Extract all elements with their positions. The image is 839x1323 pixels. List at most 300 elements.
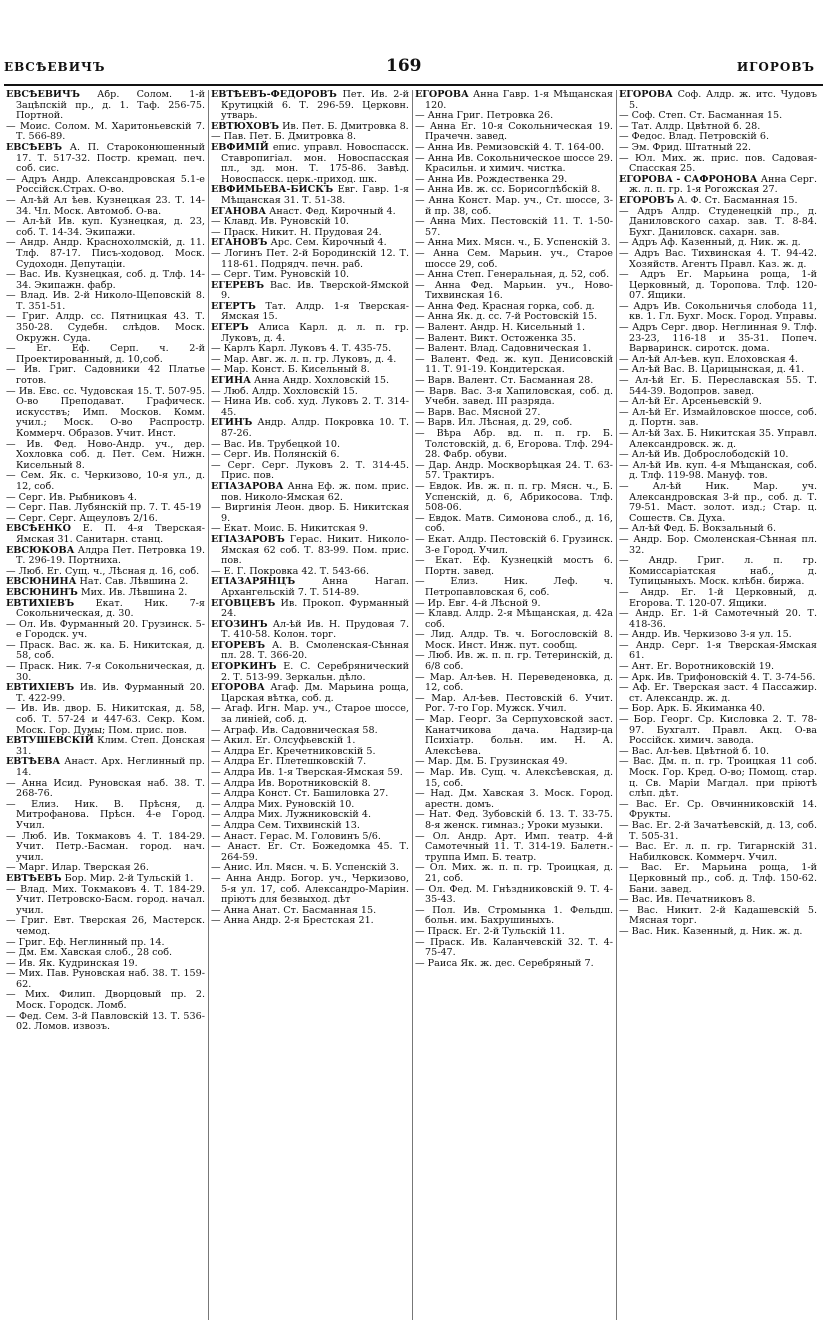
directory-columns [4,90,822,1320]
directory-entry [619,641,817,662]
entry-text: Анна Еф. ж. пом. прис. пов. Николо-Ямская 62. [221,480,409,503]
directory-entry [415,535,613,556]
directory-entry [211,535,409,567]
directory-entry [619,863,817,895]
directory-entry [415,429,613,461]
page-number: 169 [386,56,422,76]
entry-text: Тат. Алдр. 1-я Тверская-Ямская 15. [221,300,409,323]
directory-entry [619,482,817,524]
entry-surname: ЕГОВЦЕВЪ [211,597,276,609]
entry-text: — Анна Анат. Ст. Басманная 15. [211,904,377,916]
entry-text: — Мар. Конст. Б. Кисельный 8. [211,364,370,376]
entry-text: — Дар. Андр. Москворѣцкая 24. Т. 63-57. Трактиръ. [415,459,613,482]
directory-entry [415,832,613,864]
entry-surname: ЕВТѢЕВЪ-ФЕДОРОВЪ [211,90,337,100]
entry-text: — Дм. Ем. Хавская слоб., 28 соб. [6,947,173,959]
entry-text: — Андр. Ег. 1-й Самотечный 20. Т. 418-36. [619,608,817,630]
entry-text: — Алдра Мих. Лужниковскій 4. [211,809,372,821]
directory-entry [211,874,409,906]
directory-column-4 [616,90,820,1320]
directory-entry [415,514,613,535]
directory-entry [619,757,817,799]
entry-text: — Ал-ѣй Ал ѣев. Кузнецкая 23. Т. 14-34. Чл. Моск. Автомоб. О-ва. [6,194,205,217]
entry-text: — Пав. Пет. Б. Дмитровка 8. [211,131,357,143]
entry-text: — Вас. Ал-ѣев. Цвѣтной б. 10. [619,745,770,757]
entry-text: Нат. Сав. Лѣвшина 2. [79,576,189,588]
running-head-right: ИГОРОВЪ [736,60,815,74]
entry-surname: ЕВФИМЬЕВА-БИСКЪ [211,184,334,196]
directory-entry [415,810,613,831]
entry-text: — Ал-ѣй Фед. Б. Вокзальный 6. [619,523,776,535]
entry-surname: ЕГІАЗАРОВА [211,480,284,492]
entry-text: — Вас. Дм. п. п. гр. Троицкая 11 соб. Моск. Гор. Кред. О-во; Помощ. стар. ц. Св. Маріи Магдал. при пріютѣ слѣп. дѣт. [619,756,817,800]
entry-text: — Мар. Ив. Сущ. ч. Алексѣевская, д. 15, соб. [415,767,613,789]
directory-entry [6,704,205,736]
directory-entry [415,249,613,270]
entry-text: — Адръ Вас. Тихвинская 4. Т. 94-42. Хозяйств. Агентъ Правл. Каз. ж. д. [619,247,817,270]
entry-text: — Лид. Алдр. Тв. ч. Богословскій 8. Моск. Инст. Инж. пут. сообщ. [415,629,613,651]
entry-text: епис. управл. Новоспасск. Ставропигіал. мон. Новоспасская пл., зд. мон. Т. 175-86. Завѣд. Новоспасск. церк.-приход. шк. [221,141,409,185]
directory-entry [619,842,817,863]
running-head-left: ЕВСѢЕВИЧЪ [4,60,106,74]
directory-entry [415,673,613,694]
entry-text: — Варв. Вас. 3-я Хапиловская, соб. д. Учебн. завед. III разряда. [415,385,613,408]
entry-text: — Ал-ѣй Ив. Доброслободскій 10. [619,449,789,461]
entry-text: — Анна Григ. Петровка 26. [415,110,554,122]
entry-surname: ЕГОРОВА [619,90,673,100]
entry-text: — Серг. Серг. Луковъ 2. Т. 314-45. Прис. пов. [211,459,409,482]
entry-text: — Мих. Пав. Руновская наб. 38. Т. 159-62. [6,968,205,990]
entry-surname: ЕГОРОВА [211,682,265,694]
directory-entry [211,599,409,620]
directory-entry [415,387,613,408]
directory-entry [211,302,409,323]
entry-text: — Адръ Алдр. Студенецкій пр., д. Даниловского сахар. зав. Т. 8-84. Бухг. Даниловск. сахарн. зав. [619,205,817,238]
entry-text: — Григ. Алдр. сс. Пятницкая 43. Т. 350-28. Судебн. слѣдов. Моск. Окружн. Суда. [6,311,205,344]
entry-surname: ЕВСѢЕНКО [6,523,71,535]
entry-text: — Екат. Еф. Кузнецкій мостъ 6. Портн. завед. [415,555,613,577]
entry-text: Ив. Ив. Фурманный 20. Т. 422-99. [16,682,205,704]
entry-surname: ЕГОРОВА - САФРОНОВА [619,173,758,185]
entry-text: — Варв. Вас. Мясной 27. [415,406,541,418]
directory-entry [6,471,205,492]
entry-text: — Андр. Ив. Черкизово 3-я ул. 15. [619,629,792,641]
directory-entry [415,630,613,651]
entry-text: — Екат. Алдр. Пестовскій 6. Грузинск. 3-е Город. Учил. [415,533,613,556]
entry-text: — Валент. Викт. Остоженка 35. [415,332,577,344]
entry-text: — Люб. Алдр. Хохловскій 15. [211,385,358,397]
entry-text: — Серг. Ив. Рыбниковъ 4. [6,491,137,503]
entry-text: — Ал-ѣй Ник. Мар. уч. Александровская 3-й пр., соб. д. Т. 79-51. Маст. золот. изд.; Стар. ц. Сошеств. Св. Духа. [619,480,817,524]
entry-text: — Логинъ Пет. 2-й Бородинскій 12. Т. 118-61. Подрядч. печн. раб. [211,247,409,270]
entry-surname: ЕГОРОВЪ [619,194,675,206]
directory-entry [6,175,205,196]
directory-entry [6,916,205,937]
directory-entry [415,694,613,715]
directory-entry [6,800,205,832]
entry-text: — Мар. Дм. Б. Грузинская 49. [415,756,568,768]
entry-text: — Бор. Арк. Б. Якиманка 40. [619,703,766,715]
entry-text: — Арк. Ив. Трифоновскій 4. Т. 3-74-56. [619,671,816,683]
directory-entry [415,355,613,376]
directory-entry [211,461,409,482]
entry-surname: ЕГОЗИНЪ [211,618,268,630]
entry-text: — Бор. Георг. Ср. Кисловка 2. Т. 78-97. Бухгалт. Правл. Акц. О-ва Россійск. химич. завода. [619,714,817,747]
entry-text: — Ал-ѣй Ег. Б. Переславская 55. Т. 544-39. Водопров. завед. [619,375,817,397]
directory-entry [619,715,817,747]
entry-text: Ив. Пет. Б. Дмитровка 8. [282,120,409,132]
directory-entry [619,154,817,175]
entry-text: — Федос. Влад. Петровскій 6. [619,131,770,143]
directory-entry [6,344,205,365]
directory-entry [211,281,409,302]
entry-text: — Анна Як. д. сс. 7-й Ростовскій 15. [415,311,598,323]
entry-text: — Клавд. Ив. Руновскій 10. [211,216,349,228]
entry-text: — Вас. Ник. Казенный, д. Ник. ж. д. [619,925,803,937]
directory-entry [6,270,205,291]
entry-text: — Ив. Фед. Ново-Андр. уч., дер. Хохловка соб. д. Пет. Сем. Нижн. Кисельный 8. [6,438,205,471]
entry-text: — Фед. Сем. 3-й Павловскій 13. Т. 536-02. Ломов. извозъ. [6,1010,205,1033]
directory-entry [6,217,205,238]
entry-text: — Варв. Ил. Лѣсная, д. 29, соб. [415,417,573,429]
entry-surname: ЕГИНА [211,375,251,387]
entry-text: — Андр. Бор. Смоленская-Сѣнная пл. 32. [619,533,817,556]
entry-text: — Е. Г. Покровка 42. Т. 543-66. [211,565,370,577]
entry-text: — Ол. Фед. М. Гнѣздниковскій 9. Т. 4-35-43. [415,883,613,906]
directory-entry [6,885,205,917]
entry-text: Анна Гавр. 1-я Мѣщанская 120. [425,90,613,111]
entry-text: — Серг. Ив. Полянскій 6. [211,449,340,461]
entry-text: — Анна Ег. 10-я Сокольническая 19. Прачечн. завед. [415,120,613,143]
entry-text: — Ив. Ив. двор. Б. Никитская, д. 58, соб. Т. 57-24 и 447-63. Секр. Ком. Моск. Гор. Думы; Пом. прис. пов. [6,703,205,736]
entry-surname: ЕВСЮНИНА [6,576,77,588]
entry-text: — Екат. Моис. Б. Никитская 9. [211,523,369,535]
entry-text: — Ал-ѣй Ив. куп. 4-я Мѣщанская, соб. д. Тлф. 119-98. Мануф. тов. [619,459,817,482]
entry-text: Арс. Сем. Кирочный 4. [270,237,387,249]
directory-entry [6,620,205,641]
entry-text: — Ант. Ег. Воротниковскій 19. [619,661,774,673]
entry-surname: ЕВТУШЕВСКІЙ [6,735,94,747]
directory-entry [6,757,205,778]
entry-text: — Эм. Фрид. Штатный 22. [619,141,752,153]
directory-column-3 [412,90,616,1320]
entry-text: — Ал-ѣй Ег. Арсеньевскій 9. [619,396,762,408]
entry-text: — Мар. Ал-ѣев. Н. Переведеновка, д. 12, соб. [415,671,613,694]
directory-entry [6,736,205,757]
directory-entry [619,249,817,270]
entry-text: — Мар. Ал-ѣев. Пестовскій 6. Учит. Рог. 7-го Гор. Мужск. Учил. [415,692,613,715]
entry-text: — Анна Ив. Сокольническое шоссе 29. Красильн. и химич. чистка. [415,152,613,175]
directory-entry [415,217,613,238]
entry-surname: ЕГАНОВЪ [211,237,268,249]
entry-text: — Люб. Ив. Токмаковъ 4. Т. 184-29. Учит. Петр.-Басман. город. нач. учил. [6,830,205,863]
directory-entry [211,842,409,863]
entry-text: Ив. Прокоп. Фурманный 24. [221,597,409,620]
entry-text: Ал-ѣй Ив. Н. Прудовая 7. Т. 410-58. Колон. торг. [221,618,409,641]
entry-text: — Вас. Ег. Ср. Овчинниковскій 14. Фрукты. [619,798,817,821]
directory-entry [619,376,817,397]
entry-text: — Анна Ив. Рождественка 29. [415,173,568,185]
entry-surname: ЕГЕРЕВЪ [211,279,265,291]
entry-text: — Евдок. Ив. ж. п. п. гр. Мясн. ч., Б. Успенскій, д. 6, Абрикосова. Тлф. 508-06. [415,480,613,514]
entry-text: — Анна Фед. Красная горка, соб. д. [415,300,595,312]
entry-text: — Ир. Евг. 4-й Лѣсной 9. [415,597,541,609]
entry-text: — Андр. Серг. 1-я Тверская-Ямская 61. [619,639,817,662]
directory-entry [211,323,409,344]
directory-entry [211,397,409,418]
directory-entry [415,154,613,175]
entry-text: Соф. Алдр. ж. итс. Чудовъ 5. [629,90,817,111]
directory-column-1 [4,90,208,1320]
directory-entry [211,916,409,927]
directory-entry [6,969,205,990]
directory-entry [415,90,613,111]
directory-entry [415,482,613,514]
directory-entry [211,704,409,725]
entry-text: Вас. Ив. Тверской-Ямской 9. [221,279,409,302]
entry-text: — Вѣра Абр. вд. п. п. гр. Б. Толстовскій, д. 6, Егорова. Тлф. 294-28. Фабр. обуви. [415,428,613,461]
directory-entry [415,715,613,757]
entry-text: — Анна Степ. Генеральная, д. 52, соб. [415,269,610,281]
entry-text: — Адръ Ег. Марьина роща, 1-й Церковный, д. Торопова. Тлф. 120-07. Ящики. [619,269,817,302]
directory-entry [6,524,205,545]
directory-entry [6,599,205,620]
directory-entry [6,365,205,386]
entry-text: — Алдра Мих. Руновскій 10. [211,798,355,810]
entry-text: — Пол. Ив. Стромынка 1. Фельдш. больн. им. Бахрушиныхъ. [415,904,613,927]
directory-entry [6,238,205,270]
entry-text: — Ол. Мих. ж. п. п. гр. Троицкая, д. 21, соб. [415,862,613,884]
entry-text: — Анна Ив. Ремизовскій 4. Т. 164-00. [415,141,605,153]
directory-entry [6,90,205,122]
entry-text: — Анаст. Герас. М. Головинъ 5/6. [211,830,381,842]
entry-text: — Алдра Конст. Ст. Башиловка 27. [211,788,389,800]
entry-surname: ЕВТѢЕВЪ [6,872,62,884]
entry-text: — Соф. Степ. Ст. Басманная 15. [619,110,783,122]
directory-entry [211,577,409,598]
entry-surname: ЕВТИХІЕВЪ [6,597,75,609]
directory-entry [6,662,205,683]
entry-text: — Анна Фед. Марьин. уч., Ново-Тихвинская 16. [415,279,613,302]
directory-entry [619,323,817,355]
directory-entry [415,196,613,217]
entry-text: — Андр. Ег. 1-й Церковный, д. Егорова. Т. 120-07. Ящики. [619,586,817,609]
entry-text: — Ал-ѣй Ив. куп. Кузнецкая, д. 23, соб. Т. 14-34. Экипажи. [6,216,205,238]
directory-entry [211,185,409,206]
entry-surname: ЕВТЮХОВЪ [211,120,279,132]
entry-text: — Праск. Ник. 7-я Сокольническая, д. 30. [6,661,205,683]
directory-entry [415,959,613,970]
entry-text: — Анна Андр. 2-я Брестская 21. [211,915,374,927]
directory-entry [415,281,613,302]
entry-text: — Адръ Ив. Сокольничья слобода 11, кв. 1. Гл. Бухг. Моск. Город. Управы. [619,300,817,323]
entry-text: А. П. Староконюшенный 17. Т. 517-32. Постр. кремац. печ. соб. сис. [16,141,205,175]
directory-entry [211,482,409,503]
directory-entry [6,832,205,864]
entry-text: — Валент. Влад. Садовническая 1. [415,343,592,355]
directory-entry [6,641,205,662]
entry-surname: ЕВСЮКОВА [6,544,75,556]
entry-text: — Праск. Ег. 2-й Тульскій 11. [415,925,565,937]
directory-entry [415,789,613,810]
directory-entry [6,291,205,312]
entry-text: — Вас. Ив. Кузнецкая, соб. д. Тлф. 14-34. Экипажн. фабр. [6,269,205,291]
entry-text: Е. П. 4-я Тверская-Ямская 31. Санитарн. станц. [16,523,205,545]
entry-text: — Праск. Ив. Каланчевскій 32. Т. 4-75-47. [415,936,613,959]
directory-entry [415,577,613,598]
entry-text: — Адръ Андр. Александровская 5.1-е Россійск.Страх. О-во. [6,173,205,196]
directory-entry [211,641,409,662]
directory-entry [415,609,613,630]
entry-surname: ЕГІАЗАРЯНЦЪ [211,576,296,588]
directory-entry [415,122,613,143]
directory-entry [211,620,409,641]
entry-text: — Нина Ив. соб. худ. Луковъ 2. Т. 314-45. [211,396,409,418]
entry-text: — Аграф. Ив. Садовническая 58. [211,724,378,736]
entry-text: Андр. Алдр. Покровка 10. Т. 87-26. [221,417,409,439]
directory-entry [415,651,613,672]
directory-entry [619,609,817,630]
entry-text: Евг. Гавр. 1-я Мѣщанская 31. Т. 51-38. [221,184,409,206]
entry-text: Анаст. Арх. Неглинный пр. 14. [16,756,205,778]
entry-text: — Моис. Солом. М. Харитоньевскій 7. Т. 566-89. [6,120,205,143]
entry-surname: ЕГОРЕВЪ [211,639,266,651]
entry-text: — Адръ Аф. Казенный, д. Ник. ж. д. [619,237,801,249]
entry-surname: ЕВСЮНИНЪ [6,586,78,598]
entry-text: — Клавд. Алдр. 2-я Мѣщанская, д. 42а соб. [415,608,613,630]
entry-surname: ЕВСѢЕВЪ [6,141,63,153]
directory-entry [619,270,817,302]
entry-text: — Вас. Ег. л. п. гр. Тигарнскій 31. Набилковск. Коммерч. Учил. [619,841,817,863]
entry-text: — Вас. Никит. 2-й Кадашевскій 5. Мясная торг. [619,904,817,927]
entry-text: — Ал-ѣй Вас. В. Царицынская, д. 41. [619,364,805,376]
directory-entry [6,196,205,217]
entry-text: — Нат. Фед. Зубовскій б. 13. Т. 33-75. 8-я женск. гимназ.; Уроки музыки. [415,809,613,831]
directory-entry [211,143,409,185]
entry-text: — Анна Ив. ж. сс. Борисоглѣбскій 8. [415,184,601,196]
directory-entry [619,588,817,609]
entry-text: Абр. Солом. 1-й Зацѣпскій пр., д. 1. Таф. 256-75. Портной. [16,90,205,122]
directory-entry [211,418,409,439]
entry-text: — Влад. Ив. 2-й Николо-Щеповскій 8. Т. 351-51. [6,290,205,312]
entry-surname: ЕГИНЪ [211,417,253,429]
entry-text: — Андр. Григ. л. п. гр. Комиссаріатская наб., д. Тупицыныхъ. Моск. клѣбн. биржа. [619,555,817,588]
directory-entry [619,556,817,588]
directory-entry [619,90,817,111]
entry-text: — Елиз. Ник. В. Прѣсня, д. Митрофанова. Прѣсн. 4-е Город. Учил. [6,798,205,831]
directory-entry [619,906,817,927]
entry-surname: ЕВФИМІЙ [211,141,269,153]
entry-text: — Алдра Сем. Тихвинскій 13. [211,819,360,831]
entry-text: — Алдра Ив. Воротниковскій 8. [211,777,371,789]
entry-text: — Серг. Пав. Лубянскій пр. 7. Т. 45-19 [6,502,202,514]
entry-text: Алиса Карл. д. л. п. гр. Луковъ, д. 4. [221,322,409,344]
entry-text: — Агаф. Игн. Мар. уч., Старое шоссе, за линіей, соб. д. [211,703,409,726]
entry-text: — Серг. Серг. Ащеуловъ 2/16. [6,512,158,524]
entry-text: — Анна Конст. Мар. уч., Ст. шоссе, 3-й пр. 38, соб. [415,194,613,217]
entry-text: — Анна Исид. Руновская наб. 38. Т. 268-76. [6,777,205,800]
entry-text: — Анаст. Ег. Ст. Божедомка 45. Т. 264-59. [211,841,409,863]
directory-entry [619,429,817,450]
directory-entry [6,1012,205,1033]
directory-entry [6,122,205,143]
directory-entry [211,503,409,524]
entry-text: — Анис. Ил. Мясн. ч. Б. Успенскій 3. [211,862,399,874]
directory-entry [415,885,613,906]
entry-text: А. В. Смоленская-Сѣнная пл. 28. Т. 366-20. [221,639,409,662]
entry-text: — Валент. Фед. ж. куп. Денисовскій 11. Т. 91-19. Кондитерская. [415,353,613,376]
directory-entry [619,175,817,196]
entry-surname: ЕГЕРТЪ [211,300,256,312]
entry-text: — Мар. Георг. За Серпуховской заст. Канатчикова дача. Надзир-ца Психіатр. больн. им. Н. А. Алексѣева. [415,714,613,757]
directory-entry [6,143,205,175]
entry-text: — Люб. Ег. Сущ. ч., Лѣсная д. 16, соб. [6,565,200,577]
entry-text: — Алдра Ег. Кречетниковскій 5. [211,745,376,757]
entry-text: — Варв. Валент. Ст. Басманная 28. [415,375,594,387]
directory-entry [415,768,613,789]
directory-entry [415,461,613,482]
directory-entry [6,387,205,440]
entry-text: Анаст. Фед. Кирочный 4. [269,205,396,217]
entry-text: — Праск. Вас. ж. ка. Б. Никитская, д. 58, соб. [6,639,205,662]
directory-entry [211,662,409,683]
directory-entry [619,927,817,938]
directory-entry [6,990,205,1011]
entry-text: — Люб. Ив. ж. п. п. гр. Тетеринскій, д. 6/8 соб. [415,650,613,673]
entry-text: — Ал-ѣй Ег. Измайловское шоссе, соб. д. Портн. зав. [619,406,817,429]
entry-surname: ЕВТѢЕВА [6,756,61,768]
directory-entry [619,535,817,556]
directory-entry [619,207,817,239]
entry-text: Мих. Ив. Лѣвшина 2. [80,586,188,598]
entry-surname: ЕГОРОВА [415,90,469,100]
entry-surname: ЕВТИХІЕВЪ [6,682,75,694]
entry-text: — Праск. Никит. Н. Прудовая 24. [211,226,382,238]
entry-text: Е. С. Серебрянический 2. Т. 513-99. Зеркальн. дѣло. [221,661,409,683]
entry-text: Пет. Ив. 2-й Крутицкій 6. Т. 296-59. Церковн. утварь. [221,90,409,122]
entry-text: — Андр. Андр. Краснохолмскій, д. 11. Тлф. 87-17. Писъ-ходовод. Моск. Судоходн. Депутаціи. [6,237,205,270]
entry-text: — Валент. Андр. Н. Кисельный 1. [415,322,586,334]
directory-entry [211,249,409,270]
entry-text: Агаф. Дм. Марьина роща, Царская вѣтка, соб. д. [221,682,409,704]
entry-text: Алдра Пет. Петровка 19. Т. 296-19. Портниха. [16,544,205,567]
directory-entry [211,683,409,704]
directory-entry [619,408,817,429]
entry-text: — Тат. Алдр. Цвѣтной б. 28. [619,120,761,132]
entry-text: — Виргинія Леон. двор. Б. Никитская 9. [211,502,409,524]
directory-entry [415,863,613,884]
entry-text: — Марг. Илар. Тверская 26. [6,862,149,874]
entry-text: — Юл. Мих. ж. прис. пов. Садовая-Спасская 25. [619,152,817,175]
directory-entry [211,90,409,122]
directory-entry [6,440,205,472]
directory-entry [415,556,613,577]
entry-text: — Григ. Еф. Неглинный пр. 14. [6,936,165,948]
entry-text: — Алдра Ег. Плетешковскій 7. [211,756,367,768]
entry-text: — Серг. Тим. Руновскій 10. [211,269,350,281]
entry-text: — Адръ Серг. двор. Неглинная 9. Тлф. 23-23, 116-18 и 35-31. Попеч. Варваринск. сиротск. дома. [619,322,817,355]
entry-text: Анна Андр. Хохловскій 15. [253,375,390,387]
directory-entry [6,779,205,800]
entry-text: — Раиса Як. ж. дес. Серебряный 7. [415,957,594,969]
directory-entry [6,312,205,344]
entry-text: — Вас. Ег. Марьина роща, 1-й Церковный пр., соб. д. Тлф. 150-62. Бани. завед. [619,862,817,895]
entry-text: — Анна Андр. Богор. уч., Черкизово, 5-я ул. 17, соб. Александро-Маріин. пріютъ для безвыход. дѣт [211,872,409,906]
entry-text: — Ал-ѣй Ал-ѣев. куп. Елоховская 4. [619,353,798,365]
entry-text: — Вас. Ив. Печатниковъ 8. [619,894,756,906]
entry-text: А. Ф. Ст. Басманная 15. [677,194,798,206]
page-header [0,0,839,88]
